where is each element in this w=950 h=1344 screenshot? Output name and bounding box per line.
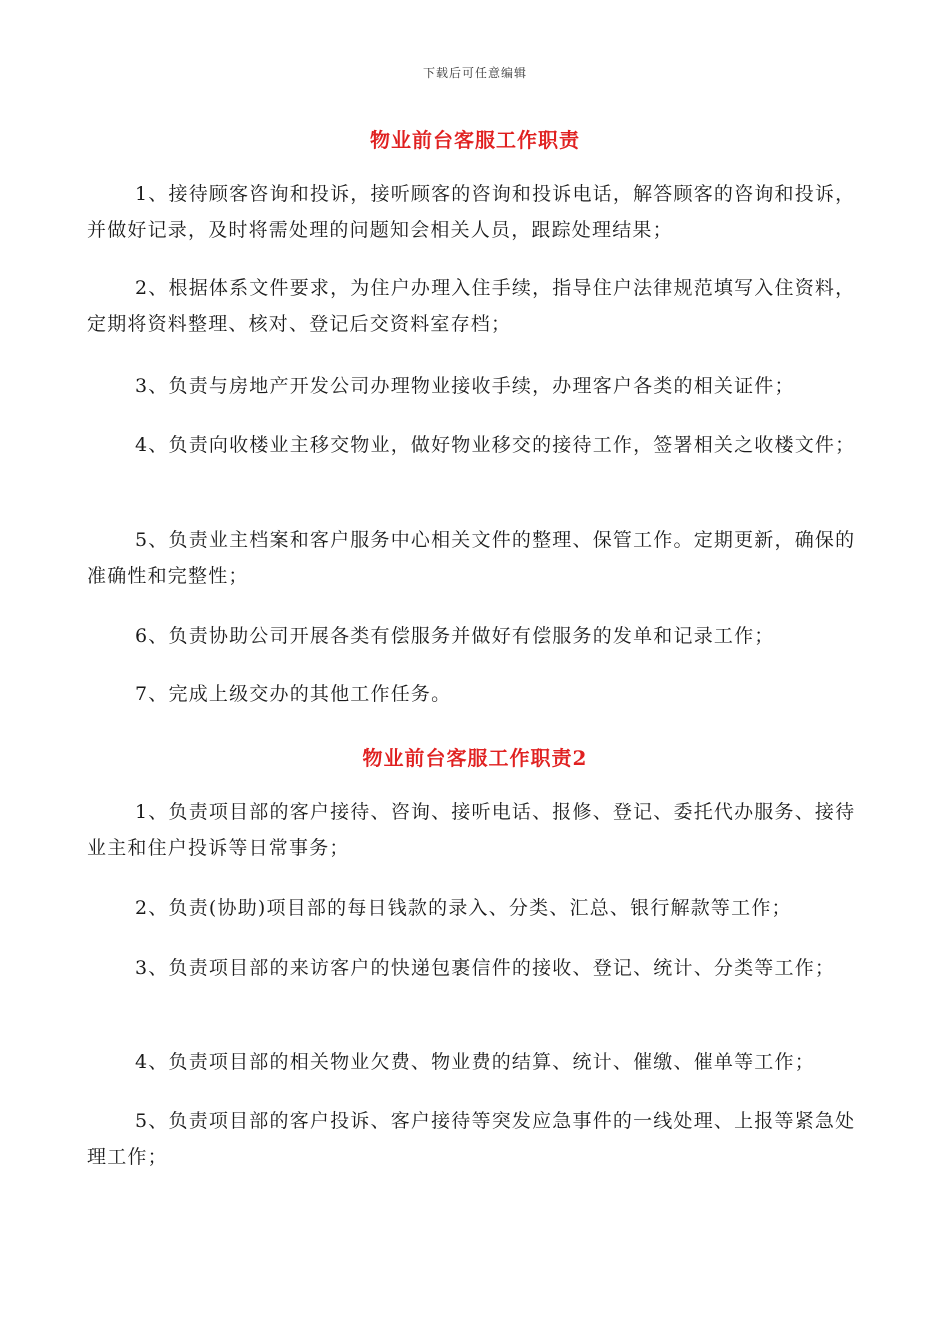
section-title-2: 物业前台客服工作职责2: [362, 746, 588, 770]
section1-item-7: 7、完成上级交办的其他工作任务。: [135, 683, 452, 705]
section2-item-2: 2、负责(协助)项目部的每日钱款的录入、分类、汇总、银行解款等工作；: [135, 897, 792, 919]
header-note: 下载后可任意编辑: [422, 66, 527, 80]
section1-item-6: 6、负责协助公司开展各类有偿服务并做好有偿服务的发单和记录工作；: [135, 625, 775, 647]
section-title-1: 物业前台客服工作职责: [370, 128, 580, 152]
section1-item-1: 1、接待顾客咨询和投诉，接听顾客的咨询和投诉电话，解答顾客的咨询和投诉，并做好记录，及时将需处理的问题知会相关人员，跟踪处理结果；: [87, 183, 856, 241]
section2-item-5: 5、负责项目部的客户投诉、客户接待等突发应急事件的一线处理、上报等紧急处理工作；: [87, 1110, 856, 1168]
section2-item-4: 4、负责项目部的相关物业欠费、物业费的结算、统计、催缴、催单等工作；: [135, 1051, 815, 1073]
section1-item-4: 4、负责向收楼业主移交物业，做好物业移交的接待工作，签署相关之收楼文件；: [135, 434, 856, 456]
section2-item-3: 3、负责项目部的来访客户的快递包裹信件的接收、登记、统计、分类等工作；: [135, 957, 836, 979]
section1-item-3: 3、负责与房地产开发公司办理物业接收手续，办理客户各类的相关证件；: [135, 375, 795, 397]
section1-item-5: 5、负责业主档案和客户服务中心相关文件的整理、保管工作。定期更新，确保的准确性和完整性；: [87, 529, 856, 587]
section1-item-2: 2、根据体系文件要求，为住户办理入住手续，指导住户法律规范填写入住资料，定期将资料整理、核对、登记后交资料室存档；: [87, 277, 856, 335]
section2-item-1: 1、负责项目部的客户接待、咨询、接听电话、报修、登记、委托代办服务、接待业主和住户投诉等日常事务；: [87, 801, 856, 859]
